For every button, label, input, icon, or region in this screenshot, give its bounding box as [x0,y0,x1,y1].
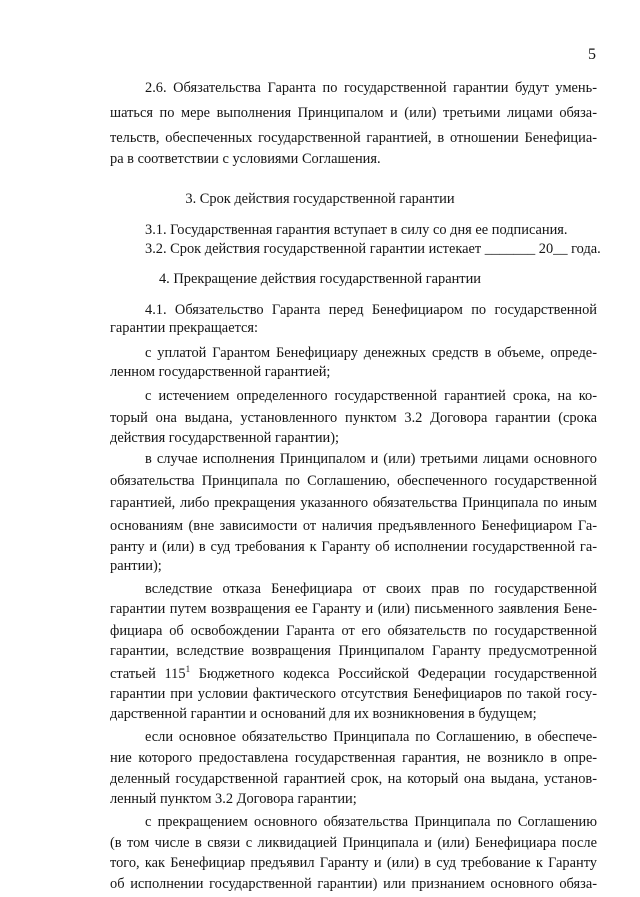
text-line-content: (в том числе в связи с ликвидацией Принципала и (или) Бенефициара после [110,835,597,851]
text-line [110,539,597,555]
text-line [110,430,339,446]
text-line [110,750,597,766]
text-line-content: действия государственной гарантии); [110,430,340,446]
text-line-content: в случае исполнения Принципалом и (или) третьими лицами основного [145,451,597,467]
text-line-content: торый она выдана, установленного пунктом 3.2 Договора гарантии (срока [110,410,597,426]
text-line [110,410,597,426]
text-line-content: гарантии при условии фактического отсутствия Бенефициаров по такой госу- [110,686,597,702]
text-line-content: рантии); [110,558,162,574]
text-line-content: гарантией, либо прекращения указанного обязательства Принципала по иным [110,495,597,511]
text-line [110,835,597,851]
text-line [145,302,597,318]
text-line [110,771,597,787]
text-line-content: гарантии путем возвращения ее Гаранту и (или) письменного заявления Бене- [110,601,597,617]
text-line-content: с прекращением основного обязательства Принципала по Соглашению [145,814,597,830]
text-line [110,855,597,871]
text-line-content: ранту и (или) в суд требования к Гаранту об исполнении государственной га- [110,539,597,555]
text-line [110,105,597,121]
text-line [110,558,162,574]
text-line [145,80,597,96]
text-line-continuation: Бюджетного кодекса Российской Федерации государственной [190,666,597,682]
text-line [110,518,597,534]
text-line [110,686,597,702]
text-line-content: 2.6. Обязательства Гаранта по государственной гарантии будут умень- [145,80,597,96]
text-line-content: статьей 115 [110,666,186,682]
text-line-content: ленный пунктом 3.2 Договора гарантии; [110,791,357,807]
text-line-content: вследствие отказа Бенефициара от своих прав по государственной [145,581,597,597]
section-heading [0,271,640,287]
text-line [110,666,597,682]
text-line [145,814,597,830]
text-line [110,473,597,489]
section-heading [0,191,640,207]
text-line-content: если основное обязательство Принципала по Соглашению, в обеспече- [145,729,597,745]
text-line-content: обязательства Принципала по Соглашению, обеспеченного государственной [110,473,597,489]
text-line-content: дарственной гарантии и оснований для их возникновения в будущем; [110,706,537,722]
text-line [110,495,597,511]
text-line [110,876,597,892]
text-line [110,623,597,639]
text-line-content: 3. Срок действия государственной гарантии [185,191,455,207]
text-line [145,222,568,238]
text-line [145,345,597,361]
page-number: 5 [588,46,596,63]
text-line [145,451,597,467]
text-line-content: деленный государственной гарантией срок, на который она выдана, установ- [110,771,597,787]
text-line [145,241,601,257]
text-line [110,601,597,617]
text-line [110,706,537,722]
text-line-content: гарантии, вследствие возвращения Принципалом Гаранту предусмотренной [110,643,597,659]
text-line-content: основаниям (вне зависимости от наличия предъявленного Бенефициаром Га- [110,518,597,534]
text-line [145,581,597,597]
text-line [110,320,258,336]
text-line [110,364,330,380]
text-line-content: фициара об освобождении Гаранта от его обязательств по государственной [110,623,597,639]
text-line-content: 3.1. Государственная гарантия вступает в силу со дня ее подписания. [145,222,568,238]
text-line-content: шаться по мере выполнения Принципалом и (или) третьими лицами обяза- [110,105,597,121]
text-line-content: об исполнении государственной гарантии) или признанием основного обяза- [110,876,597,892]
text-line [145,729,597,745]
text-line-content: с истечением определенного государственной гарантией срока, на ко- [145,388,597,404]
text-line [110,130,597,146]
text-line [110,643,597,659]
text-line-content: тельств, обеспеченных государственной гарантией, в отношении Бенефициа- [110,130,597,146]
text-line-content: ние которого предоставлена государственная гарантия, не возникло в опре- [110,750,597,766]
text-line-content: ра в соответствии с условиями Соглашения. [110,151,381,167]
text-line [110,791,357,807]
text-line [145,388,597,404]
text-line-content: того, как Бенефициар предъявил Гаранту и (или) в суд требование к Гаранту [110,855,597,871]
text-line-content: ленном государственной гарантией; [110,364,331,380]
footnote-superscript: 1 [185,664,191,675]
text-line-content: 3.2. Срок действия государственной гарантии истекает _______ 20__ года. [145,241,601,257]
text-line-content: 4. Прекращение действия государственной гарантии [158,271,482,287]
text-line-content: с уплатой Гарантом Бенефициару денежных средств в объеме, опреде- [145,345,597,361]
text-line-content: гарантии прекращается: [110,320,259,336]
text-line [110,151,381,167]
text-line-content: 4.1. Обязательство Гаранта перед Бенефициаром по государственной [145,302,597,318]
